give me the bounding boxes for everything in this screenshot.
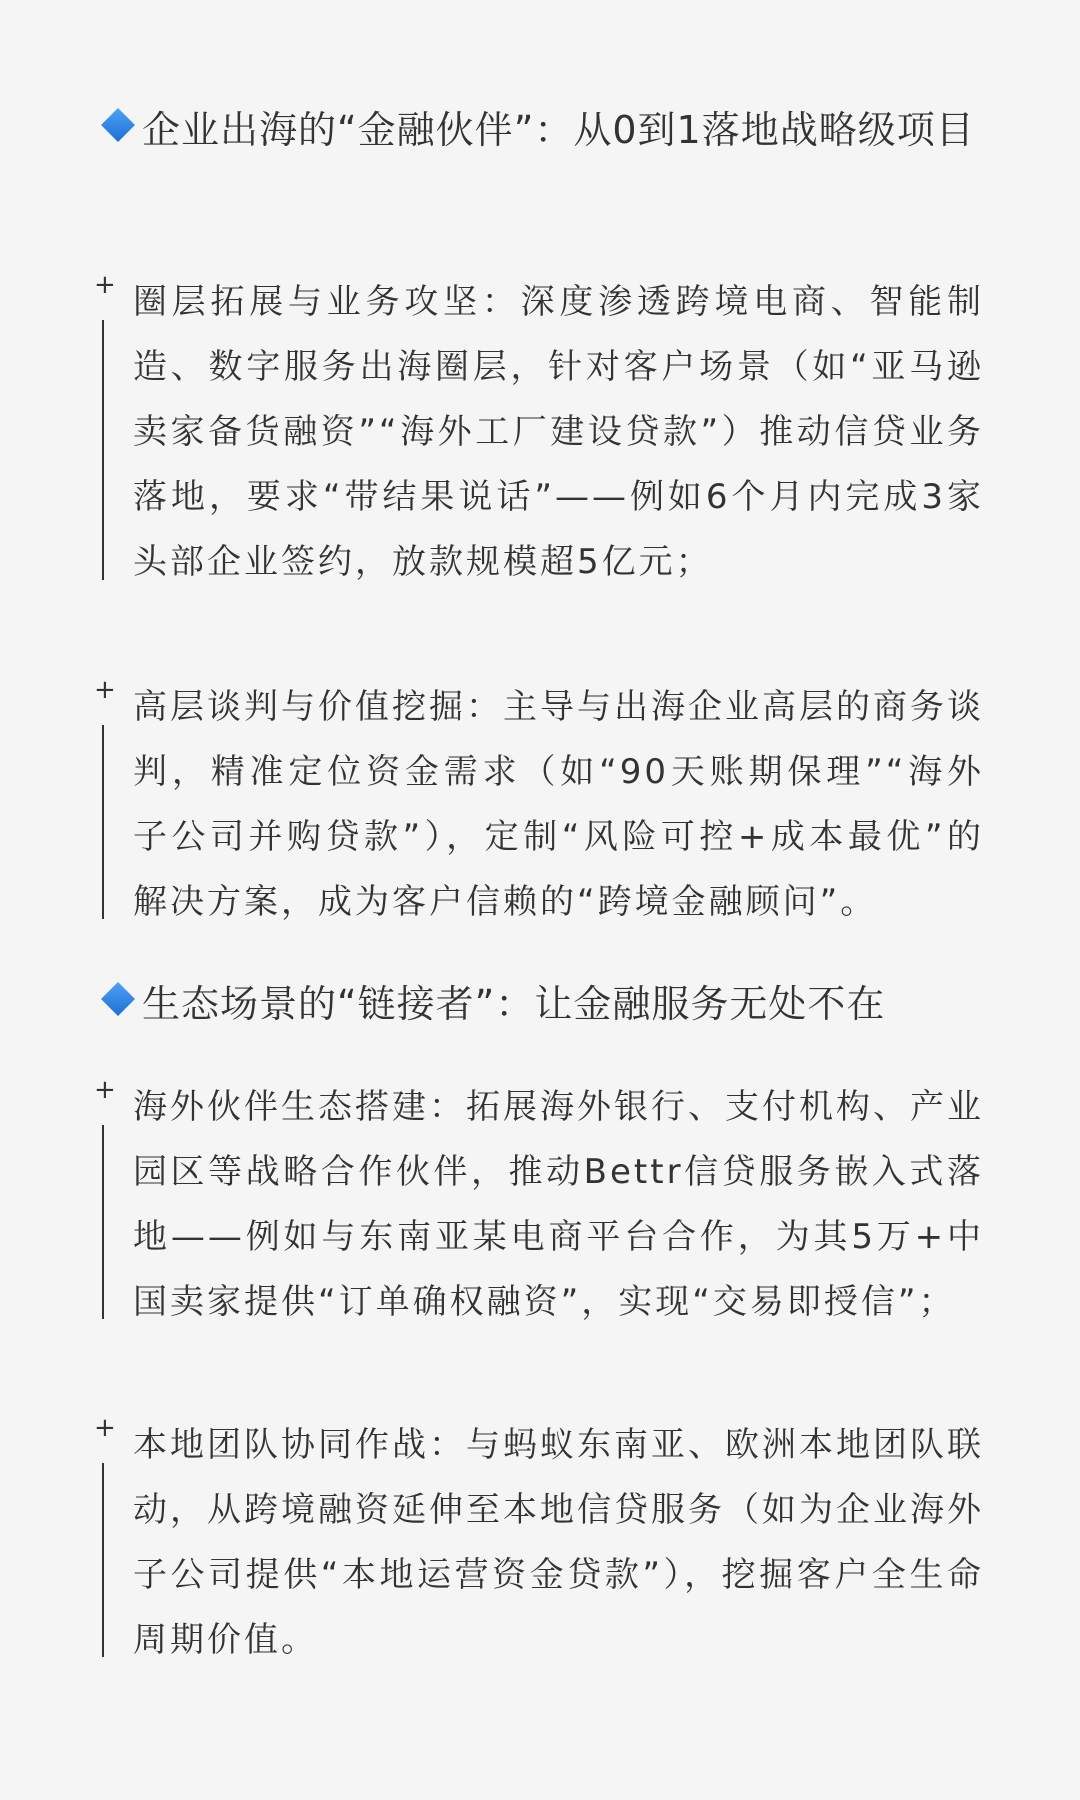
item-divider-line xyxy=(102,1463,104,1657)
bullet-item-1 xyxy=(94,270,984,595)
section-heading-2 xyxy=(100,970,980,1038)
item-divider-line xyxy=(102,1125,104,1319)
blue-diamond-icon xyxy=(101,982,135,1016)
plus-icon: + xyxy=(94,675,116,705)
plus-icon: + xyxy=(94,1075,116,1105)
plus-icon: + xyxy=(94,1413,116,1443)
section-heading-2-text: 生态场景的“链接者”：让金融服务无处不在 xyxy=(142,982,886,1026)
bullet-item-text: 高层谈判与价值挖掘：主导与出海企业高层的商务谈判，精准定位资金需求（如“90天账期保理”“海外子公司并购贷款”），定制“风险可控+成本最优”的解决方案，成为客户信赖的“跨境金融顾问”。 xyxy=(133,687,984,922)
plus-icon: + xyxy=(94,270,116,300)
section-heading-1-text: 企业出海的“金融伙伴”：从0到1落地战略级项目 xyxy=(142,108,975,152)
item-divider-line xyxy=(102,320,104,580)
bullet-item-text: 圈层拓展与业务攻坚：深度渗透跨境电商、智能制造、数字服务出海圈层，针对客户场景（如“亚马逊卖家备货融资”“海外工厂建设贷款”）推动信贷业务落地，要求“带结果说话”——例如6个月内完成3家头部企业签约，放款规模超5亿元； xyxy=(133,282,984,582)
item-divider-line xyxy=(102,725,104,919)
bullet-item-text: 海外伙伴生态搭建：拓展海外银行、支付机构、产业园区等战略合作伙伴，推动Bettr信贷服务嵌入式落地——例如与东南亚某电商平台合作，为其5万+中国卖家提供“订单确权融资”，实现“交易即授信”； xyxy=(133,1087,984,1322)
bullet-item-4 xyxy=(94,1413,984,1673)
bullet-item-3 xyxy=(94,1075,984,1335)
blue-diamond-icon xyxy=(101,108,135,142)
bullet-item-text: 本地团队协同作战：与蚂蚁东南亚、欧洲本地团队联动，从跨境融资延伸至本地信贷服务（如为企业海外子公司提供“本地运营资金贷款”），挖掘客户全生命周期价值。 xyxy=(133,1425,984,1660)
section-heading-1 xyxy=(100,96,980,164)
bullet-item-2 xyxy=(94,675,984,935)
